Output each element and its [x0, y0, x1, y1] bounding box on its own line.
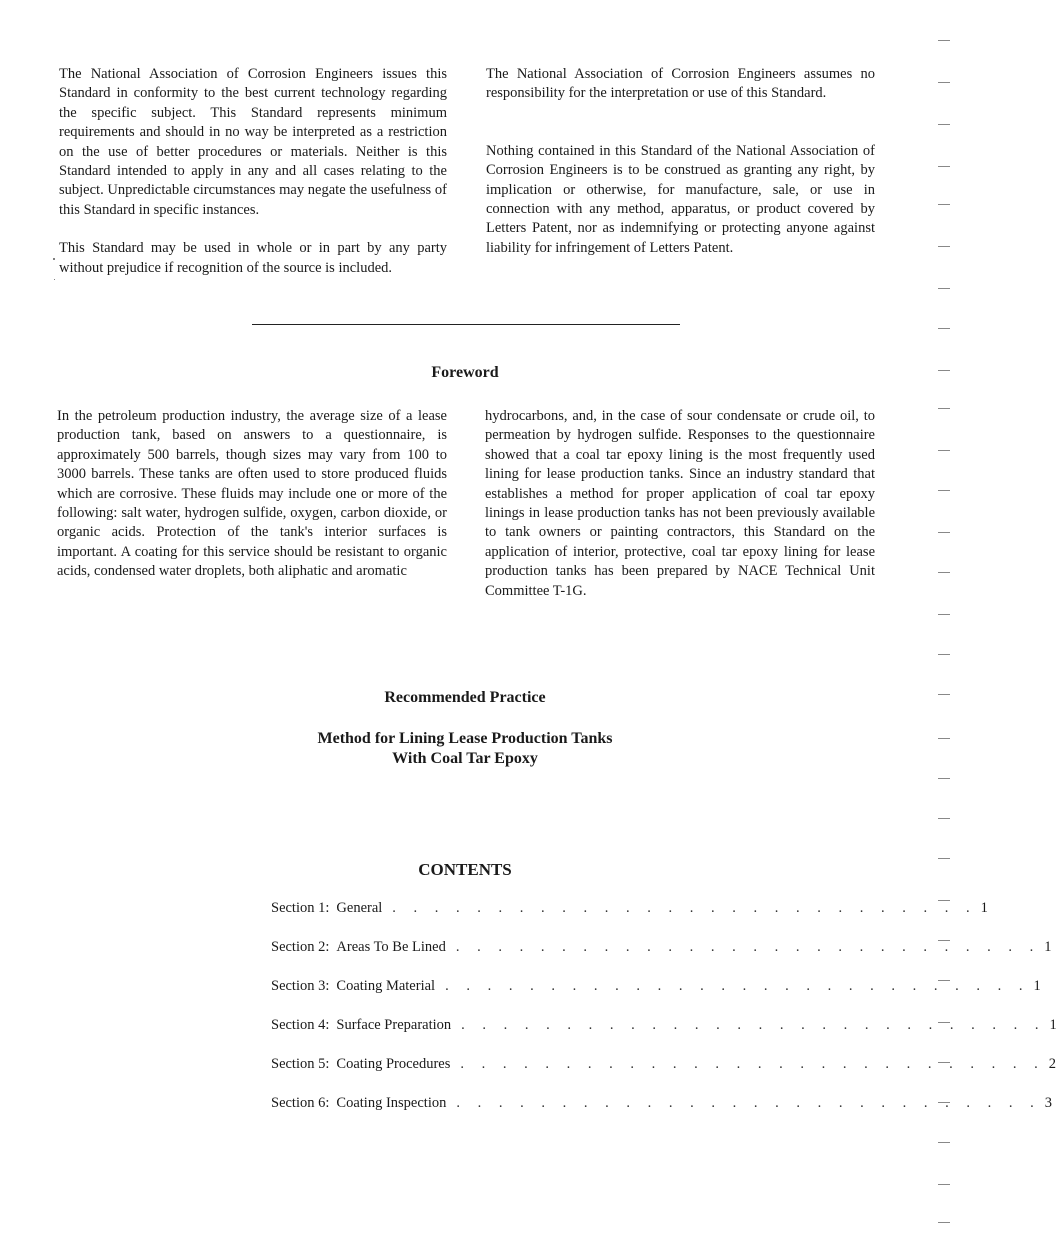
contents-heading: CONTENTS	[418, 860, 512, 879]
document-title	[0, 729, 930, 769]
disclaimer-issuance-paragraph: The National Association of Corrosion Engineers issues this Standard in conformity to the best current technology regarding the specific subject. This Standard represents minimum requirements and should in no way be interpreted as a restriction on the use of better procedures or materials. Neither is this Standard intended to apply in any and all cases relating to the subject. Unpredictable circumstances may negate the usefulness of this Standard in specific instances.	[59, 66, 447, 218]
edge-tick	[938, 1142, 950, 1143]
disclaimer-usage-paragraph: This Standard may be used in whole or in part by any party without prejudice if recognition of the source is included.	[59, 240, 447, 276]
edge-tick	[938, 1102, 950, 1103]
foreword-left-column	[57, 407, 447, 582]
scan-speck	[53, 258, 55, 260]
toc-section-number: Section 6:	[271, 1095, 330, 1111]
edge-tick	[938, 450, 950, 451]
edge-tick	[938, 1184, 950, 1185]
edge-tick	[938, 288, 950, 289]
toc-page-number: 2	[1048, 1056, 1056, 1072]
toc-entry-4[interactable]	[271, 1017, 1057, 1056]
toc-section-number: Section 1:	[271, 900, 330, 916]
toc-section-title: Coating Procedures	[336, 1056, 451, 1072]
toc-entry-3[interactable]	[271, 978, 1041, 1017]
toc-leader-dots: . . . . . . . . . . . . . . . . . . . . . . . . . . . .	[456, 1095, 1041, 1111]
edge-tick	[938, 572, 950, 573]
disclaimer-right-column	[486, 65, 875, 258]
toc-leader-dots: . . . . . . . . . . . . . . . . . . . . . . . . . . . .	[461, 1017, 1046, 1033]
edge-tick	[938, 900, 950, 901]
toc-section-title: Coating Material	[336, 978, 436, 994]
section-divider	[252, 324, 680, 325]
toc-section-title: Areas To Be Lined	[336, 939, 446, 955]
edge-tick	[938, 694, 950, 695]
edge-tick	[938, 980, 950, 981]
foreword-right-column	[485, 407, 875, 601]
toc-entry-2[interactable]	[271, 939, 1052, 978]
edge-tick	[938, 124, 950, 125]
toc-entry-1[interactable]	[271, 900, 988, 939]
toc-page-number: 1	[1049, 1017, 1057, 1033]
scan-edge-marks	[936, 0, 950, 1237]
disclaimer-patent-paragraph: Nothing contained in this Standard of the National Association of Corrosion Engineers is to be construed as granting any right, by implication or otherwise, for manufacture, sale, or use in connection with any method, apparatus, or product covered by Letters Patent, nor as indemnifying or protecting anyone against liability for infringement of Letters Patent.	[486, 142, 875, 256]
foreword-text-right: hydrocarbons, and, in the case of sour condensate or crude oil, to permeation by hydrogen sulfide. Responses to the questionnaire showed that a coal tar epoxy lining is the most frequently used lining for lease production tanks. Since an industry standard that establishes a method for proper application of coal tar epoxy linings in lease production tanks has not been previously available to tank owners or painting contractors, this Standard on the application of interior, protective, coal tar epoxy lining for lease production tanks has been prepared by NACE Technical Unit Committee T-1G.	[485, 408, 875, 599]
edge-tick	[938, 738, 950, 739]
recommended-practice-label: Recommended Practice	[384, 689, 546, 706]
toc-section-number: Section 2:	[271, 939, 330, 955]
document-title-line-1: Method for Lining Lease Production Tanks	[317, 730, 613, 747]
edge-tick	[938, 204, 950, 205]
edge-tick	[938, 778, 950, 779]
edge-tick	[938, 1022, 950, 1023]
edge-tick	[938, 654, 950, 655]
scan-speck	[54, 279, 55, 280]
toc-page-number: 1	[1044, 939, 1052, 955]
toc-page-number: 3	[1044, 1095, 1052, 1111]
toc-section-number: Section 3:	[271, 978, 330, 994]
toc-section-number: Section 4:	[271, 1017, 330, 1033]
edge-tick	[938, 818, 950, 819]
toc-page-number: 1	[1033, 978, 1041, 994]
edge-tick	[938, 246, 950, 247]
edge-tick	[938, 532, 950, 533]
edge-tick	[938, 614, 950, 615]
document-title-line-2: With Coal Tar Epoxy	[392, 750, 538, 767]
disclaimer-left-column	[59, 65, 447, 278]
toc-leader-dots: . . . . . . . . . . . . . . . . . . . . . . . . . . . .	[455, 939, 1041, 955]
toc-section-title: Coating Inspection	[336, 1095, 447, 1111]
edge-tick	[938, 1062, 950, 1063]
toc-section-title: General	[336, 900, 383, 916]
edge-tick	[938, 858, 950, 859]
edge-tick	[938, 328, 950, 329]
edge-tick	[938, 166, 950, 167]
table-of-contents	[271, 900, 1057, 1134]
edge-tick	[938, 1222, 950, 1223]
toc-entry-6[interactable]	[271, 1095, 1052, 1134]
disclaimer-responsibility-paragraph: The National Association of Corrosion Engineers assumes no responsibility for the interpretation or use of this Standard.	[486, 66, 875, 102]
toc-page-number: 1	[980, 900, 988, 916]
toc-leader-dots: . . . . . . . . . . . . . . . . . . . . . . . . . . . .	[445, 978, 1030, 994]
toc-section-number: Section 5:	[271, 1056, 330, 1072]
edge-tick	[938, 82, 950, 83]
edge-tick	[938, 408, 950, 409]
toc-leader-dots: . . . . . . . . . . . . . . . . . . . . . . . . . . . .	[392, 900, 977, 916]
edge-tick	[938, 490, 950, 491]
toc-section-title: Surface Preparation	[336, 1017, 452, 1033]
foreword-text-left: In the petroleum production industry, the average size of a lease production tank, based on answers to a questionnaire, is approximately 500 barrels, though sizes may vary from 100 to 3000 barrels. These tanks are often used to store produced fluids which are corrosive. These fluids may include one or more of the following: salt water, hydrogen sulfide, oxygen, carbon dioxide, or organic acids. Protection of the tank's interior surfaces is important. A coating for this service should be resistant to organic acids, condensed water droplets, both aliphatic and aromatic	[57, 408, 447, 580]
toc-leader-dots: . . . . . . . . . . . . . . . . . . . . . . . . . . . .	[460, 1056, 1045, 1072]
edge-tick	[938, 40, 950, 41]
toc-entry-5[interactable]	[271, 1056, 1056, 1095]
edge-tick	[938, 940, 950, 941]
foreword-heading: Foreword	[431, 364, 499, 381]
edge-tick	[938, 370, 950, 371]
